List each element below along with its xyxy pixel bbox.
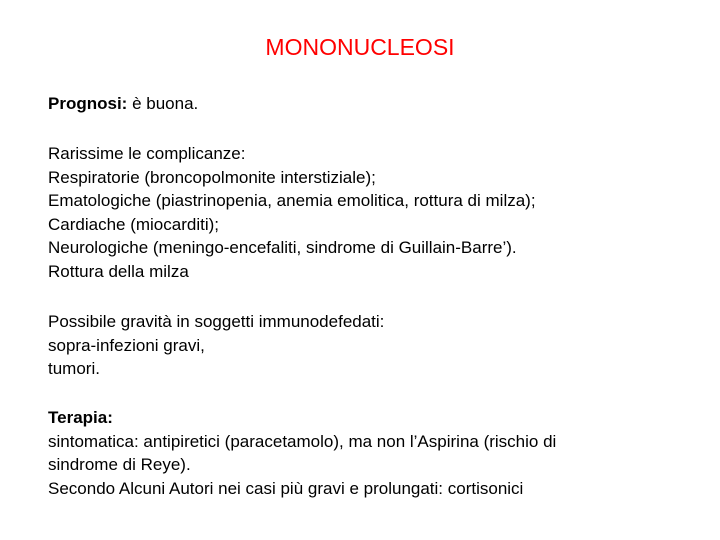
complication-respiratory: Respiratorie (broncopolmonite interstiziale);: [48, 167, 376, 187]
therapy-label: Terapia:: [48, 408, 113, 427]
prognosis-block: [48, 92, 688, 116]
complication-spleen: Rottura della milza: [48, 261, 189, 281]
therapy-line: sindrome di Reye).: [48, 455, 191, 474]
therapy-line: Secondo Alcuni Autori nei casi più gravi e prolungati: cortisonici: [48, 478, 524, 498]
complications-block: [48, 142, 688, 283]
complication-cardiac: Cardiache (miocarditi);: [48, 214, 219, 234]
slide-title: MONONUCLEOSI: [265, 34, 455, 60]
prognosis-label: Prognosi:: [48, 94, 128, 113]
complication-hematologic: Ematologiche (piastrinopenia, anemia emolitica, rottura di milza);: [48, 191, 536, 210]
complication-neurologic: Neurologiche (meningo-encefaliti, sindrome di Guillain-Barre’).: [48, 238, 517, 257]
therapy-block: [48, 406, 688, 500]
therapy-label-line: [48, 406, 688, 430]
immuno-item-tumors: tumori.: [48, 359, 100, 378]
immuno-heading: Possibile gravità in soggetti immunodefedati:: [48, 312, 385, 331]
prognosis-text: è buona.: [127, 94, 199, 113]
therapy-line: sintomatica: antipiretici (paracetamolo), ma non l’Aspirina (rischio di: [48, 431, 557, 451]
immuno-block: [48, 310, 688, 381]
immuno-item-infections: sopra-infezioni gravi,: [48, 335, 205, 355]
prognosis-line: [48, 92, 688, 116]
complications-heading: Rarissime le complicanze:: [48, 144, 246, 163]
